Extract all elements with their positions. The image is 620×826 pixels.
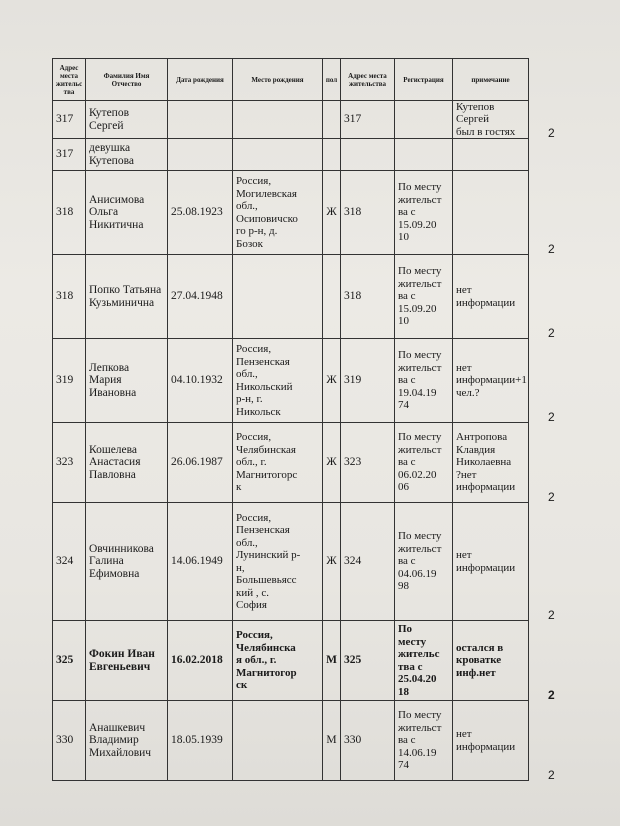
margin-mark: 2: [548, 126, 555, 140]
cell-name: девушка Кутепова: [86, 139, 168, 170]
table-row: [53, 621, 529, 701]
header-address2: Адрес места жительства: [341, 59, 395, 100]
cell-birth-place: Россия, Челябинска я обл., г. Магнитогор ск: [233, 621, 323, 700]
cell-note: нет информации: [453, 255, 529, 338]
cell-birth-date: 14.06.1949: [168, 503, 233, 620]
residents-table: [52, 58, 529, 781]
cell-address: 318: [53, 255, 86, 338]
cell-registration: По месту жительст ва с 19.04.19 74: [395, 339, 453, 422]
cell-registration: По месту жительс тва с 25.04.20 18: [395, 621, 453, 700]
margin-mark: 2: [548, 768, 555, 782]
cell-name: Лепкова Мария Ивановна: [86, 339, 168, 422]
cell-note: остался в кроватке инф.нет: [453, 621, 529, 700]
cell-registration: [395, 101, 453, 138]
cell-address2: [341, 139, 395, 170]
cell-sex: Ж: [323, 503, 341, 620]
cell-sex: [323, 101, 341, 138]
table-row: [53, 101, 529, 139]
cell-birth-place: Россия, Могилевская обл., Осиповичско го р-н, д. Бозок: [233, 171, 323, 254]
cell-note: [453, 139, 529, 170]
cell-birth-date: [168, 139, 233, 170]
cell-address2: 318: [341, 255, 395, 338]
cell-sex: М: [323, 621, 341, 700]
cell-sex: Ж: [323, 171, 341, 254]
margin-mark: 2: [548, 242, 555, 256]
cell-note: [453, 171, 529, 254]
cell-note: нет информации+1 чел.?: [453, 339, 529, 422]
cell-note: нет информации: [453, 503, 529, 620]
cell-sex: [323, 255, 341, 338]
cell-address2: 325: [341, 621, 395, 700]
cell-address: 317: [53, 139, 86, 170]
cell-address: 319: [53, 339, 86, 422]
cell-name: Овчинникова Галина Ефимовна: [86, 503, 168, 620]
header-note: примечание: [453, 59, 529, 100]
cell-note: Кутепов Сергей был в гостях: [453, 101, 529, 138]
cell-note: нет информации: [453, 701, 529, 780]
cell-name: Анашкевич Владимир Михайлович: [86, 701, 168, 780]
cell-address: 324: [53, 503, 86, 620]
cell-registration: [395, 139, 453, 170]
margin-mark: 2: [548, 490, 555, 504]
cell-address2: 330: [341, 701, 395, 780]
header-address: Адрес места жительс тва: [53, 59, 86, 100]
cell-note: Антропова Клавдия Николаевна ?нет информации: [453, 423, 529, 502]
cell-sex: Ж: [323, 423, 341, 502]
cell-birth-place: Россия, Пензенская обл., Никольский р-н, г. Никольск: [233, 339, 323, 422]
cell-birth-date: 16.02.2018: [168, 621, 233, 700]
margin-mark: 2: [548, 608, 555, 622]
margin-mark: 2: [548, 410, 555, 424]
cell-registration: По месту жительст ва с 15.09.20 10: [395, 255, 453, 338]
cell-registration: По месту жительст ва с 14.06.19 74: [395, 701, 453, 780]
cell-address: 318: [53, 171, 86, 254]
cell-birth-date: 27.04.1948: [168, 255, 233, 338]
header-birth-place: Место рождения: [233, 59, 323, 100]
cell-address2: 324: [341, 503, 395, 620]
cell-registration: По месту жительст ва с 06.02.20 06: [395, 423, 453, 502]
cell-sex: М: [323, 701, 341, 780]
cell-birth-place: [233, 101, 323, 138]
cell-address: 323: [53, 423, 86, 502]
cell-address: 330: [53, 701, 86, 780]
cell-birth-place: Россия, Пензенская обл., Лунинский р- н, Большевьясс кий , с. София: [233, 503, 323, 620]
cell-address2: 317: [341, 101, 395, 138]
table-row: [53, 339, 529, 423]
cell-birth-date: 04.10.1932: [168, 339, 233, 422]
cell-name: Фокин Иван Евгеньевич: [86, 621, 168, 700]
cell-sex: Ж: [323, 339, 341, 422]
cell-birth-date: 26.06.1987: [168, 423, 233, 502]
table-row: [53, 701, 529, 781]
header-registration: Регистрация: [395, 59, 453, 100]
cell-registration: По месту жительст ва с 15.09.20 10: [395, 171, 453, 254]
cell-registration: По месту жительст ва с 04.06.19 98: [395, 503, 453, 620]
cell-name: Кошелева Анастасия Павловна: [86, 423, 168, 502]
table-header-row: [53, 59, 529, 101]
table-row: [53, 423, 529, 503]
margin-mark: 2: [548, 688, 555, 702]
table-row: [53, 503, 529, 621]
cell-address: 317: [53, 101, 86, 138]
cell-birth-date: [168, 101, 233, 138]
cell-address2: 319: [341, 339, 395, 422]
cell-address: 325: [53, 621, 86, 700]
cell-birth-date: 25.08.1923: [168, 171, 233, 254]
cell-birth-place: Россия, Челябинская обл., г. Магнитогорс к: [233, 423, 323, 502]
header-sex: пол: [323, 59, 341, 100]
cell-name: Анисимова Ольга Никитична: [86, 171, 168, 254]
margin-mark: 2: [548, 326, 555, 340]
cell-birth-date: 18.05.1939: [168, 701, 233, 780]
cell-name: Попко Татьяна Кузьминична: [86, 255, 168, 338]
cell-address2: 318: [341, 171, 395, 254]
cell-sex: [323, 139, 341, 170]
table-row: [53, 255, 529, 339]
cell-name: Кутепов Сергей: [86, 101, 168, 138]
cell-address2: 323: [341, 423, 395, 502]
header-name: Фамилия Имя Отчество: [86, 59, 168, 100]
table-row: [53, 171, 529, 255]
cell-birth-place: [233, 701, 323, 780]
cell-birth-place: [233, 255, 323, 338]
table-row: [53, 139, 529, 171]
header-birth-date: Дата рождения: [168, 59, 233, 100]
cell-birth-place: [233, 139, 323, 170]
